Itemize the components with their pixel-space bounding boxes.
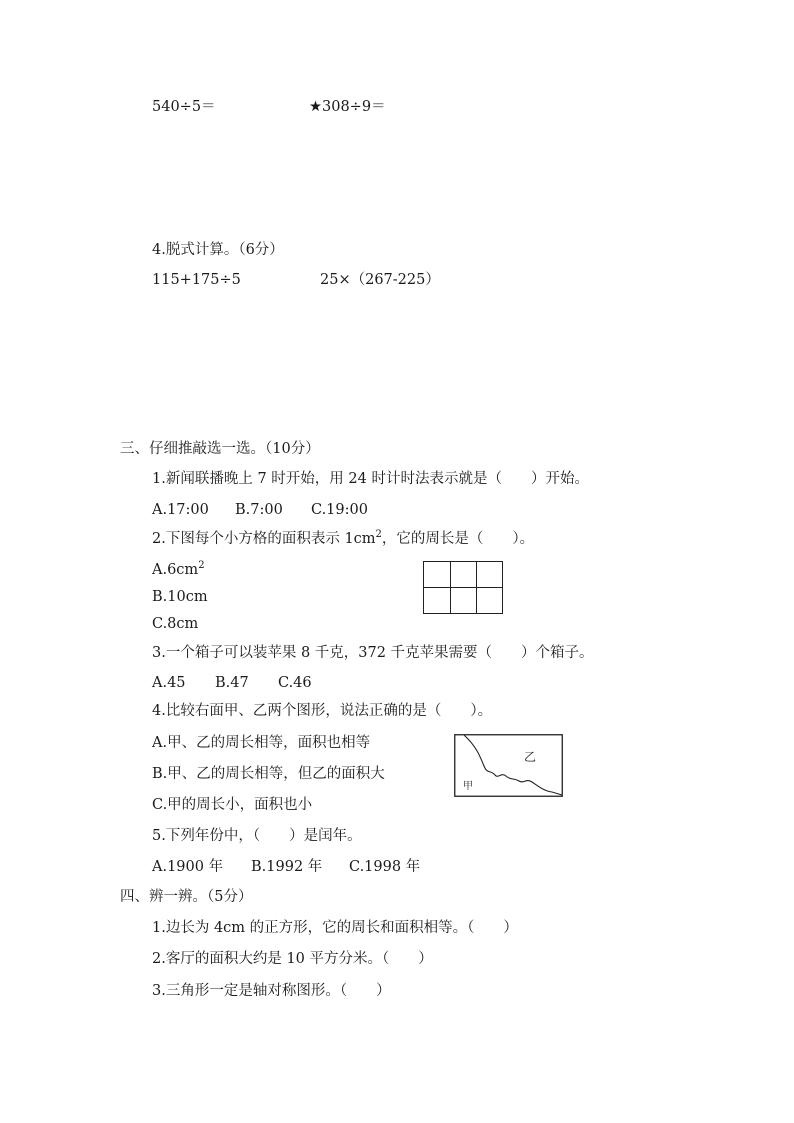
step-calc-expr-1: 115+175÷5 <box>152 272 241 288</box>
label-jia: 甲 <box>463 781 473 792</box>
s4-item-1: 1.边长为 4cm 的正方形，它的周长和面积相等。（ ） <box>152 920 518 936</box>
s3-q5-option-b: B.1992 年 <box>251 859 323 875</box>
s3-q3-option-a: A.45 <box>152 675 186 691</box>
label-yi: 乙 <box>524 750 537 764</box>
s3-q5-option-a: A.1900 年 <box>152 859 224 875</box>
s3-q2-superscript: 2 <box>375 529 382 540</box>
section-3-title: 三、仔细推敲选一选。（10分） <box>120 441 320 457</box>
s3-q2-text-after: ，它的周长是（ ）。 <box>381 531 535 547</box>
step-calc-expr-2: 25×（267-225） <box>320 272 440 288</box>
s3-q1-text: 1.新闻联播晚上 7 时开始，用 24 时计时法表示就是（ ）开始。 <box>152 471 589 487</box>
s3-q2-option-a-superscript: 2 <box>198 560 205 571</box>
s3-q1-option-c: C.19:00 <box>311 502 368 518</box>
s3-q4-option-b: B.甲、乙的周长相等，但乙的面积大 <box>152 766 385 782</box>
section-4-title: 四、辨一辨。（5分） <box>120 889 253 905</box>
s4-item-2: 2.客厅的面积大约是 10 平方分米。（ ） <box>152 951 433 967</box>
s3-q1-option-a: A.17:00 <box>152 502 209 518</box>
grid-line-h1 <box>424 587 502 588</box>
s3-q4-option-a: A.甲、乙的周长相等，面积也相等 <box>152 735 371 751</box>
s3-q4-text: 4.比较右面甲、乙两个图形，说法正确的是（ ）。 <box>152 703 493 719</box>
s3-q3-text: 3.一个箱子可以装苹果 8 千克，372 千克苹果需要（ ）个箱子。 <box>152 645 594 661</box>
s3-q3-option-b: B.47 <box>215 675 249 691</box>
s3-q5-option-c: C.1998 年 <box>349 859 421 875</box>
s3-q5-text: 5.下列年份中，（ ）是闰年。 <box>152 828 362 844</box>
s3-q2-option-b: B.10cm <box>152 589 208 605</box>
s3-q3-option-c: C.46 <box>278 675 312 691</box>
calc-308-div-9: ★308÷9＝ <box>309 99 386 115</box>
square-grid-figure <box>423 561 503 614</box>
jia-yi-figure <box>454 734 563 797</box>
s3-q2-text-before: 2.下图每个小方格的面积表示 1cm <box>152 531 376 547</box>
s4-item-3: 3.三角形一定是轴对称图形。（ ） <box>152 983 391 999</box>
dividing-curve <box>464 735 562 795</box>
s3-q2-option-a <box>152 561 205 581</box>
s3-q2-option-a-text: A.6cm <box>152 562 199 578</box>
s3-q2-option-c: C.8cm <box>152 616 199 632</box>
s3-q1-option-b: B.7:00 <box>235 502 283 518</box>
step-calc-title: 4.脱式计算。（6分） <box>152 242 284 258</box>
calc-540-div-5: 540÷5＝ <box>152 99 216 115</box>
s3-q2-text <box>152 530 534 550</box>
s3-q4-option-c: C.甲的周长小，面积也小 <box>152 797 313 813</box>
